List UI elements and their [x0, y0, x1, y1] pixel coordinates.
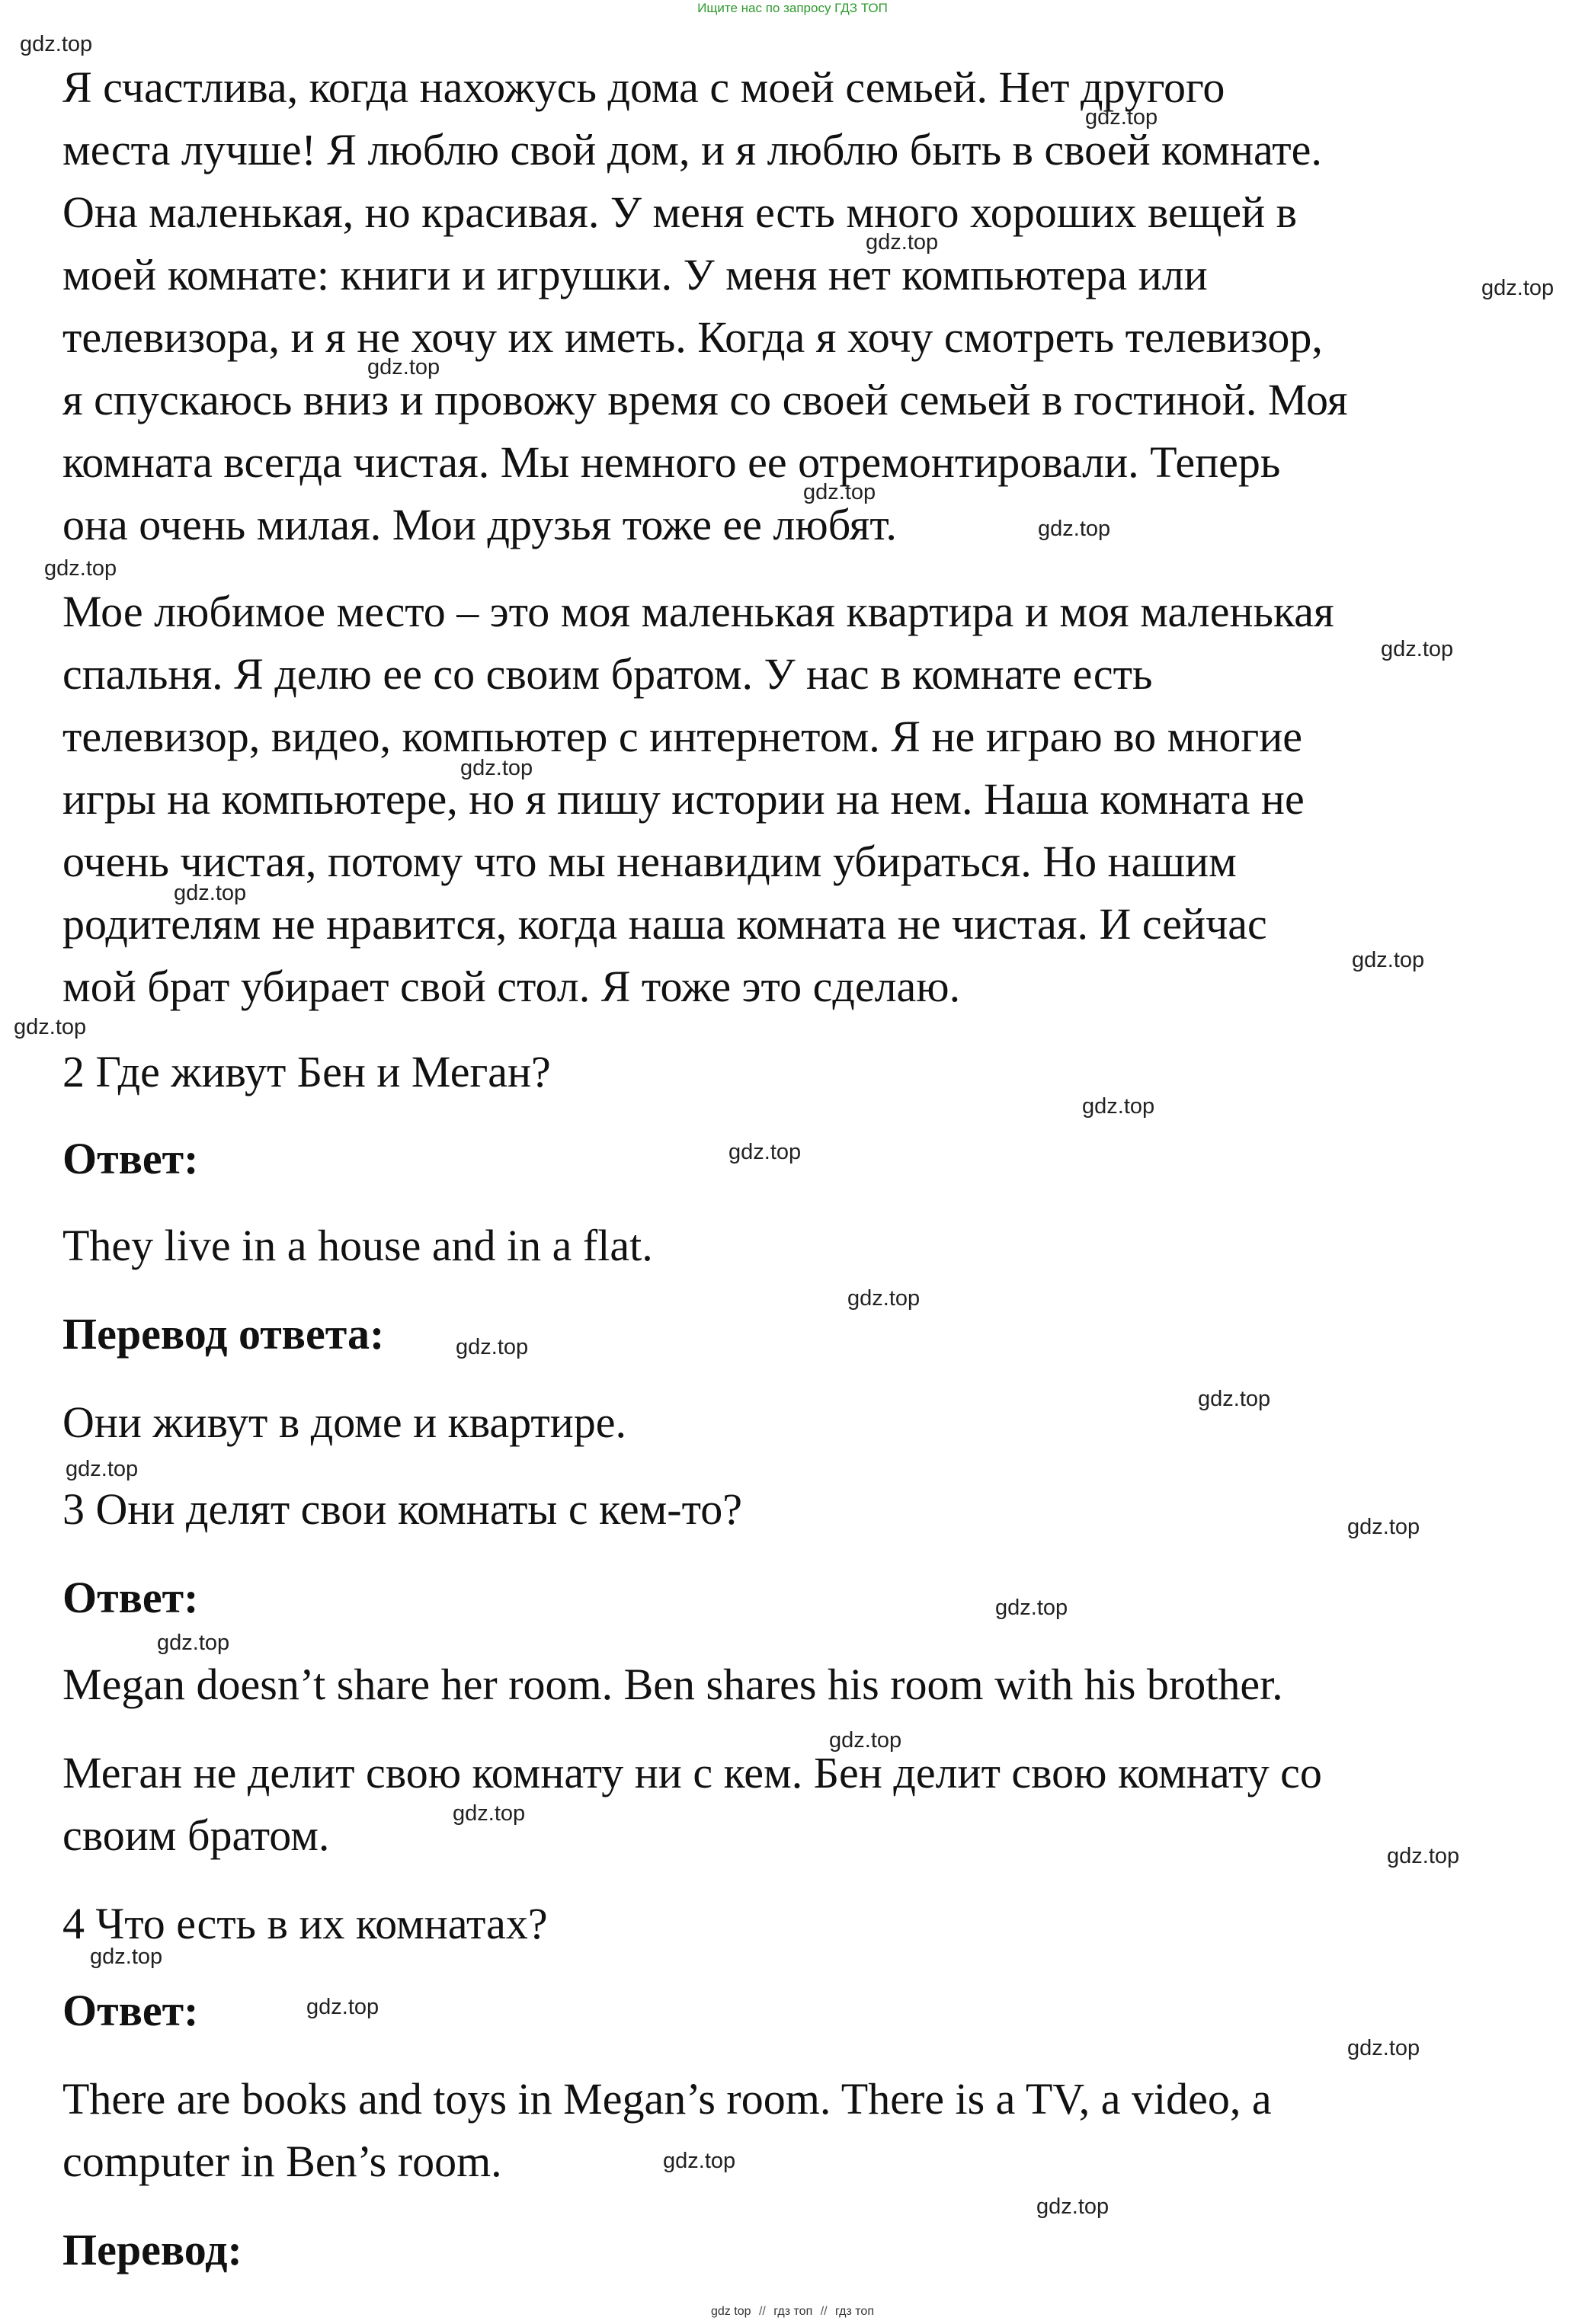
watermark-text: gdz.top	[66, 1457, 139, 1481]
text-line: моей комнате: книги и игрушки. У меня нет компьютера или	[62, 250, 1208, 299]
watermark-text: gdz.top	[1038, 517, 1111, 541]
footer-link[interactable]: гдз топ	[835, 2305, 874, 2318]
watermark-text: gdz.top	[995, 1596, 1068, 1620]
translation-2: Они живут в доме и квартире.	[62, 1397, 627, 1447]
watermark-text: gdz.top	[1352, 948, 1425, 972]
watermark-text: gdz.top	[14, 1015, 87, 1039]
watermark-text: gdz.top	[728, 1140, 802, 1164]
text-line: она очень милая. Мои друзья тоже ее любят.	[62, 500, 897, 549]
answer-label: Ответ:	[62, 1986, 199, 2035]
watermark-text: gdz.top	[453, 1801, 526, 1826]
text-line: я спускаюсь вниз и провожу время со своей семьей в гостиной. Моя	[62, 375, 1348, 424]
footer-separator: //	[758, 2305, 766, 2318]
watermark-text: gdz.top	[460, 756, 533, 780]
watermark-text: gdz.top	[157, 1631, 230, 1655]
text-line: Меган не делит свою комнату ни с кем. Бен делит свою комнату со	[62, 1748, 1322, 1797]
watermark-text: gdz.top	[1036, 2194, 1110, 2219]
story-paragraph-2	[62, 581, 1556, 1018]
text-line: родителям не нравится, когда наша комната не чистая. И сейчас	[62, 899, 1267, 949]
text-line: очень чистая, потому что мы ненавидим убираться. Но нашим	[62, 837, 1237, 886]
translation-label: Перевод:	[62, 2225, 242, 2274]
header-search-link[interactable]: Ищите нас по запросу ГДЗ ТОП	[697, 1, 888, 15]
translation-3	[62, 1742, 1556, 1867]
watermark-text: gdz.top	[1481, 276, 1555, 300]
text-line: Я счастлива, когда нахожусь дома с моей семьей. Нет другого	[62, 62, 1225, 112]
watermark-text: gdz.top	[44, 556, 117, 581]
text-line: Она маленькая, но красивая. У меня есть много хороших вещей в	[62, 187, 1298, 237]
watermark-text: gdz.top	[90, 1945, 163, 1969]
footer-link[interactable]: гдз топ	[773, 2305, 813, 2318]
watermark-text: gdz.top	[1347, 1515, 1420, 1539]
watermark-text: gdz.top	[1085, 105, 1158, 130]
answer-label: Ответ:	[62, 1134, 199, 1183]
question-3: 3 Они делят свои комнаты с кем-то?	[62, 1484, 742, 1534]
answer-2: They live in a house and in a flat.	[62, 1221, 653, 1270]
watermark-text: gdz.top	[663, 2149, 736, 2173]
watermark-text: gdz.top	[456, 1335, 529, 1359]
text-line: Мое любимое место – это моя маленькая квартира и моя маленькая	[62, 587, 1334, 636]
watermark-text: gdz.top	[1198, 1387, 1271, 1411]
watermark-text: gdz.top	[1347, 2036, 1420, 2060]
answer-label: Ответ:	[62, 1573, 199, 1622]
text-line: места лучше! Я люблю свой дом, и я люблю быть в своей комнате.	[62, 125, 1322, 174]
watermark-text: gdz.top	[1381, 637, 1454, 661]
text-line: мой брат убирает свой стол. Я тоже это сделаю.	[62, 962, 961, 1011]
watermark-text: gdz.top	[803, 480, 876, 504]
text-line: телевизора, и я не хочу их иметь. Когда я хочу смотреть телевизор,	[62, 312, 1323, 362]
text-line: игры на компьютере, но я пишу истории на нем. Наша комната не	[62, 774, 1305, 824]
question-2: 2 Где живут Бен и Меган?	[62, 1047, 551, 1096]
watermark-text: gdz.top	[866, 230, 939, 254]
watermark-text: gdz.top	[367, 355, 440, 379]
watermark-text: gdz.top	[20, 32, 93, 56]
question-4: 4 Что есть в их комнатах?	[62, 1899, 548, 1948]
text-line: телевизор, видео, компьютер с интернетом. Я не играю во многие	[62, 712, 1302, 761]
watermark-text: gdz.top	[1387, 1844, 1460, 1868]
footer-separator: //	[820, 2305, 828, 2318]
answer-4	[62, 2068, 1556, 2193]
watermark-text: gdz.top	[306, 1995, 379, 2019]
text-line: computer in Ben’s room.	[62, 2137, 502, 2186]
text-line: комната всегда чистая. Мы немного ее отремонтировали. Теперь	[62, 437, 1281, 487]
watermark-text: gdz.top	[829, 1728, 902, 1753]
text-line: своим братом.	[62, 1810, 330, 1860]
text-line: спальня. Я делю ее со своим братом. У нас в комнате есть	[62, 649, 1153, 699]
watermark-text: gdz.top	[847, 1286, 921, 1311]
watermark-text: gdz.top	[1082, 1094, 1155, 1119]
answer-3: Megan doesn’t share her room. Ben shares his room with his brother.	[62, 1660, 1283, 1709]
footer-links	[0, 2304, 1585, 2319]
text-line: There are books and toys in Megan’s room. There is a TV, a video, a	[62, 2074, 1272, 2124]
watermark-text: gdz.top	[174, 881, 247, 905]
footer-link[interactable]: gdz top	[711, 2305, 751, 2318]
translation-answer-label: Перевод ответа:	[62, 1309, 385, 1359]
